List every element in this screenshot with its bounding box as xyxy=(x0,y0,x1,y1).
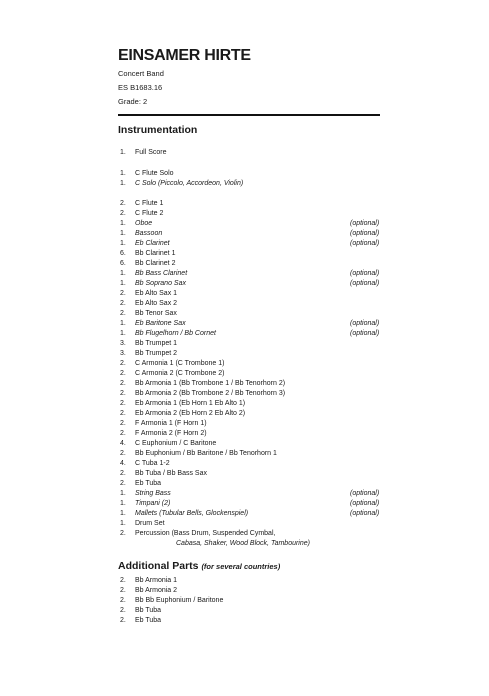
part-count: 2. xyxy=(120,450,126,457)
part-count: 2. xyxy=(120,597,126,604)
instrument-row xyxy=(118,459,418,469)
instrument-row xyxy=(118,439,418,449)
instrument-name: Bb Bb Euphonium / Baritone xyxy=(135,597,224,604)
optional-label: (optional) xyxy=(350,220,380,227)
instrument-row xyxy=(118,229,418,239)
part-count: 2. xyxy=(120,607,126,614)
instrument-row xyxy=(118,299,418,309)
header-divider xyxy=(118,114,380,116)
piece-title: EINSAMER HIRTE xyxy=(118,47,251,64)
part-count: 2. xyxy=(120,210,126,217)
instrument-row xyxy=(118,399,418,409)
part-count: 2. xyxy=(120,300,126,307)
instrument-name: Mallets (Tubular Bells, Glockenspiel) xyxy=(135,510,249,517)
instrument-row xyxy=(118,359,418,369)
instrument-row xyxy=(118,449,418,459)
additional-part-row xyxy=(118,576,418,586)
instrument-row xyxy=(118,349,418,359)
optional-label: (optional) xyxy=(350,240,380,247)
part-count: 1. xyxy=(120,320,126,327)
instrument-name: C Solo (Piccolo, Accordeon, Violin) xyxy=(135,180,244,187)
instrument-row xyxy=(118,499,418,509)
instrument-name: Eb Alto Sax 1 xyxy=(135,290,178,297)
instrument-row xyxy=(118,148,418,158)
instrument-row xyxy=(118,319,418,329)
instrument-name: C Euphonium / C Baritone xyxy=(135,440,217,447)
additional-parts-heading xyxy=(118,560,280,572)
instrument-name: C Tuba 1-2 xyxy=(135,460,170,467)
additional-part-row xyxy=(118,596,418,606)
instrument-row xyxy=(118,389,418,399)
part-count: 2. xyxy=(120,310,126,317)
part-count: 2. xyxy=(120,410,126,417)
optional-label: (optional) xyxy=(350,230,380,237)
instrument-name: String Bass xyxy=(135,490,171,497)
part-count: 2. xyxy=(120,430,126,437)
part-count: 1. xyxy=(120,220,126,227)
instrument-row xyxy=(118,479,418,489)
optional-label: (optional) xyxy=(350,270,380,277)
instrument-row xyxy=(118,489,418,499)
instrument-name: Eb Baritone Sax xyxy=(135,320,186,327)
part-count: 2. xyxy=(120,380,126,387)
instrument-row xyxy=(118,369,418,379)
instrument-name: Eb Alto Sax 2 xyxy=(135,300,178,307)
part-count: 1. xyxy=(120,170,126,177)
instrument-row xyxy=(118,259,418,269)
part-count: 2. xyxy=(120,400,126,407)
instrument-row xyxy=(118,409,418,419)
optional-label: (optional) xyxy=(350,490,380,497)
instrument-name: Eb Tuba xyxy=(135,617,162,624)
instrument-row xyxy=(118,219,418,229)
additional-parts-title: Additional Parts xyxy=(118,560,199,572)
instrumentation-heading: Instrumentation xyxy=(118,124,198,136)
instrument-row xyxy=(118,339,418,349)
additional-part-row xyxy=(118,586,418,596)
instrument-name: C Flute 1 xyxy=(135,200,164,207)
optional-label: (optional) xyxy=(350,510,380,517)
instrument-name: Bb Clarinet 1 xyxy=(135,250,176,257)
instrument-name: C Armonia 2 (C Trombone 2) xyxy=(135,370,225,377)
part-count: 6. xyxy=(120,260,126,267)
part-count: 1. xyxy=(120,230,126,237)
instrument-name: Bb Flugelhorn / Bb Cornet xyxy=(135,330,216,337)
instrument-row xyxy=(118,509,418,519)
percussion-continuation-row xyxy=(118,539,418,549)
optional-label: (optional) xyxy=(350,280,380,287)
part-count: 1. xyxy=(120,510,126,517)
instrument-row xyxy=(118,529,418,539)
instrument-row xyxy=(118,199,418,209)
part-count: 6. xyxy=(120,250,126,257)
part-count: 1. xyxy=(120,490,126,497)
instrument-name: Timpani (2) xyxy=(135,500,171,507)
instrument-name: Bb Bass Clarinet xyxy=(135,270,188,277)
instrument-row xyxy=(118,209,418,219)
instrument-name: Bb Trumpet 1 xyxy=(135,340,178,347)
instrument-name: Oboe xyxy=(135,220,153,227)
instrument-name: F Armonia 2 (F Horn 2) xyxy=(135,430,207,437)
instrument-name: Bb Soprano Sax xyxy=(135,280,186,287)
instrument-row xyxy=(118,169,418,179)
part-count: 2. xyxy=(120,360,126,367)
part-count: 1. xyxy=(120,280,126,287)
instrument-row xyxy=(118,269,418,279)
part-count: 1. xyxy=(120,149,126,156)
instrument-name: Bb Trumpet 2 xyxy=(135,350,178,357)
part-count: 1. xyxy=(120,500,126,507)
instrument-name: Bb Tuba xyxy=(135,607,162,614)
instrument-name: Bb Euphonium / Bb Baritone / Bb Tenorhorn 1 xyxy=(135,450,277,457)
instrument-row xyxy=(118,309,418,319)
part-count: 2. xyxy=(120,370,126,377)
instrument-row xyxy=(118,469,418,479)
instrument-row xyxy=(118,329,418,339)
instrument-name: Bb Armonia 1 (Bb Trombone 1 / Bb Tenorhorn 2) xyxy=(135,380,286,387)
instrument-row xyxy=(118,239,418,249)
instrument-row xyxy=(118,289,418,299)
instrument-name: Bassoon xyxy=(135,230,163,237)
additional-part-row xyxy=(118,606,418,616)
part-count: 1. xyxy=(120,270,126,277)
part-count: 2. xyxy=(120,420,126,427)
part-count: 3. xyxy=(120,340,126,347)
optional-label: (optional) xyxy=(350,500,380,507)
grade-level: Grade: 2 xyxy=(118,97,148,106)
part-count: 2. xyxy=(120,470,126,477)
instrument-name: Eb Armonia 2 (Eb Horn 2 Eb Alto 2) xyxy=(135,410,246,417)
catalog-number: ES B1683.16 xyxy=(118,83,163,92)
optional-label: (optional) xyxy=(350,320,380,327)
instrument-row xyxy=(118,419,418,429)
part-count: 1. xyxy=(120,330,126,337)
instrument-name: Eb Tuba xyxy=(135,480,162,487)
instrument-row xyxy=(118,249,418,259)
additional-part-row xyxy=(118,616,418,626)
instrument-name: Bb Armonia 2 (Bb Trombone 2 / Bb Tenorhorn 3) xyxy=(135,390,286,397)
instrument-name: Full Score xyxy=(135,149,167,156)
instrument-row xyxy=(118,279,418,289)
instrument-name: Bb Armonia 2 xyxy=(135,587,178,594)
instrument-name: Percussion (Bass Drum, Suspended Cymbal, xyxy=(135,530,276,537)
part-count: 4. xyxy=(120,460,126,467)
instrument-name: C Flute 2 xyxy=(135,210,164,217)
part-count: 2. xyxy=(120,530,126,537)
percussion-continuation: Cabasa, Shaker, Wood Block, Tambourine) xyxy=(176,540,310,547)
part-count: 2. xyxy=(120,587,126,594)
instrument-row xyxy=(118,179,418,189)
part-count: 2. xyxy=(120,577,126,584)
instrument-name: Eb Armonia 1 (Eb Horn 1 Eb Alto 1) xyxy=(135,400,246,407)
additional-parts-note: (for several countries) xyxy=(201,562,281,571)
instrument-name: Bb Armonia 1 xyxy=(135,577,178,584)
instrument-name: C Armonia 1 (C Trombone 1) xyxy=(135,360,225,367)
instrument-name: Drum Set xyxy=(135,520,165,527)
instrument-name: C Flute Solo xyxy=(135,170,174,177)
instrument-row xyxy=(118,519,418,529)
optional-label: (optional) xyxy=(350,330,380,337)
part-count: 2. xyxy=(120,480,126,487)
instrument-name: Bb Tenor Sax xyxy=(135,310,177,317)
instrument-name: Bb Tuba / Bb Bass Sax xyxy=(135,470,207,477)
instrument-name: Eb Clarinet xyxy=(135,240,170,247)
instrument-row xyxy=(118,429,418,439)
instrument-row xyxy=(118,379,418,389)
part-count: 2. xyxy=(120,617,126,624)
part-count: 1. xyxy=(120,240,126,247)
part-count: 1. xyxy=(120,180,126,187)
part-count: 1. xyxy=(120,520,126,527)
part-count: 3. xyxy=(120,350,126,357)
instrument-name: F Armonia 1 (F Horn 1) xyxy=(135,420,207,427)
ensemble-type: Concert Band xyxy=(118,69,164,78)
part-count: 4. xyxy=(120,440,126,447)
part-count: 2. xyxy=(120,290,126,297)
part-count: 2. xyxy=(120,390,126,397)
part-count: 2. xyxy=(120,200,126,207)
instrument-name: Bb Clarinet 2 xyxy=(135,260,176,267)
